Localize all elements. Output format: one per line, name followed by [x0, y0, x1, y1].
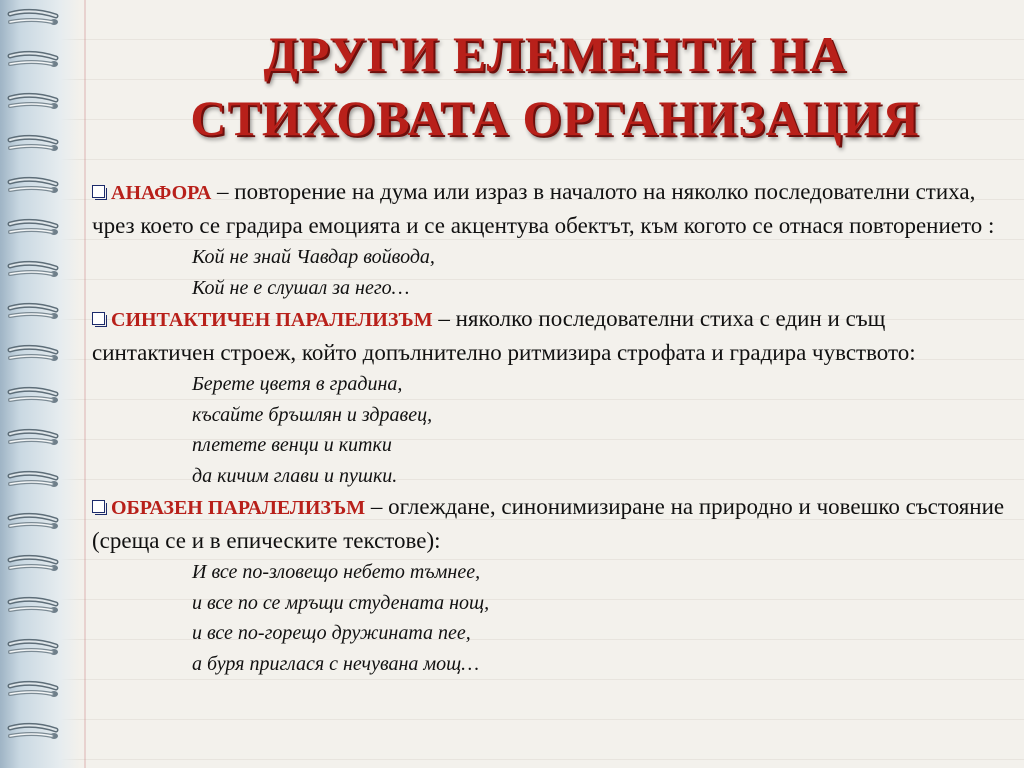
definition-text: – няколко последователни стиха с един и същ синтактичен строеж, който допълнително ритмизира строфата и градира чувството:	[92, 306, 916, 365]
verse-line: да кичим глави и пушки.	[192, 464, 398, 487]
spiral-ring-icon	[6, 214, 66, 242]
verse-line: Берете цветя в градина,	[192, 373, 403, 395]
spiral-ring-icon	[6, 634, 66, 662]
content-body	[92, 176, 1007, 679]
spiral-ring-icon	[6, 676, 66, 704]
definition-text: – повторение на дума или израз в началото на няколко последователни стиха, чрез което се градира емоцията и се акцентува обектът, към когото се отнася повторението :	[92, 179, 995, 238]
verse-line: и все по-горещо дружината пее,	[192, 622, 471, 644]
verse-line: а буря приглася с нечувана мощ…	[192, 652, 480, 675]
spiral-ring-icon	[6, 340, 66, 368]
spiral-ring-icon	[6, 4, 66, 32]
spiral-ring-icon	[6, 466, 66, 494]
verse-line: късайте бръшлян и здравец,	[192, 403, 433, 426]
verse-line: Кой не знай Чавдар войвода,	[192, 246, 435, 268]
spiral-ring-icon	[6, 550, 66, 578]
verse-line: И все по-зловещо небето тъмнее,	[192, 561, 481, 583]
page-title	[110, 22, 1000, 150]
checkbox-bullet-icon	[92, 312, 105, 325]
checkbox-bullet-icon	[92, 185, 105, 198]
spiral-ring-icon	[6, 718, 66, 746]
spiral-ring-icon	[6, 424, 66, 452]
title-line-2: СТИХОВАТА ОРГАНИЗАЦИЯ	[190, 90, 920, 146]
spiral-ring-icon	[6, 130, 66, 158]
spiral-ring-icon	[6, 172, 66, 200]
term-label: ОБРАЗЕН ПАРАЛЕЛИЗЪМ	[111, 497, 366, 519]
term-label: АНАФОРА	[111, 182, 212, 204]
verse-line: Кой не е слушал за него…	[192, 276, 410, 299]
section-anaphora	[92, 176, 1007, 242]
checkbox-bullet-icon	[92, 500, 105, 513]
spiral-ring-icon	[6, 382, 66, 410]
spiral-ring-icon	[6, 88, 66, 116]
term-label: СИНТАКТИЧЕН ПАРАЛЕЛИЗЪМ	[111, 309, 433, 331]
verse-line: и все по се мръщи студената нощ,	[192, 591, 490, 614]
margin-line	[84, 0, 86, 768]
verse-line: плетете венци и китки	[192, 434, 392, 456]
section-figurative-parallelism	[92, 491, 1007, 557]
title-line-1: ДРУГИ ЕЛЕМЕНТИ НА	[263, 26, 847, 82]
spiral-ring-icon	[6, 592, 66, 620]
spiral-binding	[0, 0, 80, 768]
spiral-ring-icon	[6, 256, 66, 284]
definition-text: – оглеждане, синонимизиране на природно и човешко състояние (среща се и в епическите текстове):	[92, 494, 1005, 553]
section-syntactic-parallelism	[92, 303, 1007, 369]
spiral-ring-icon	[6, 298, 66, 326]
spiral-ring-icon	[6, 46, 66, 74]
spiral-ring-icon	[6, 508, 66, 536]
